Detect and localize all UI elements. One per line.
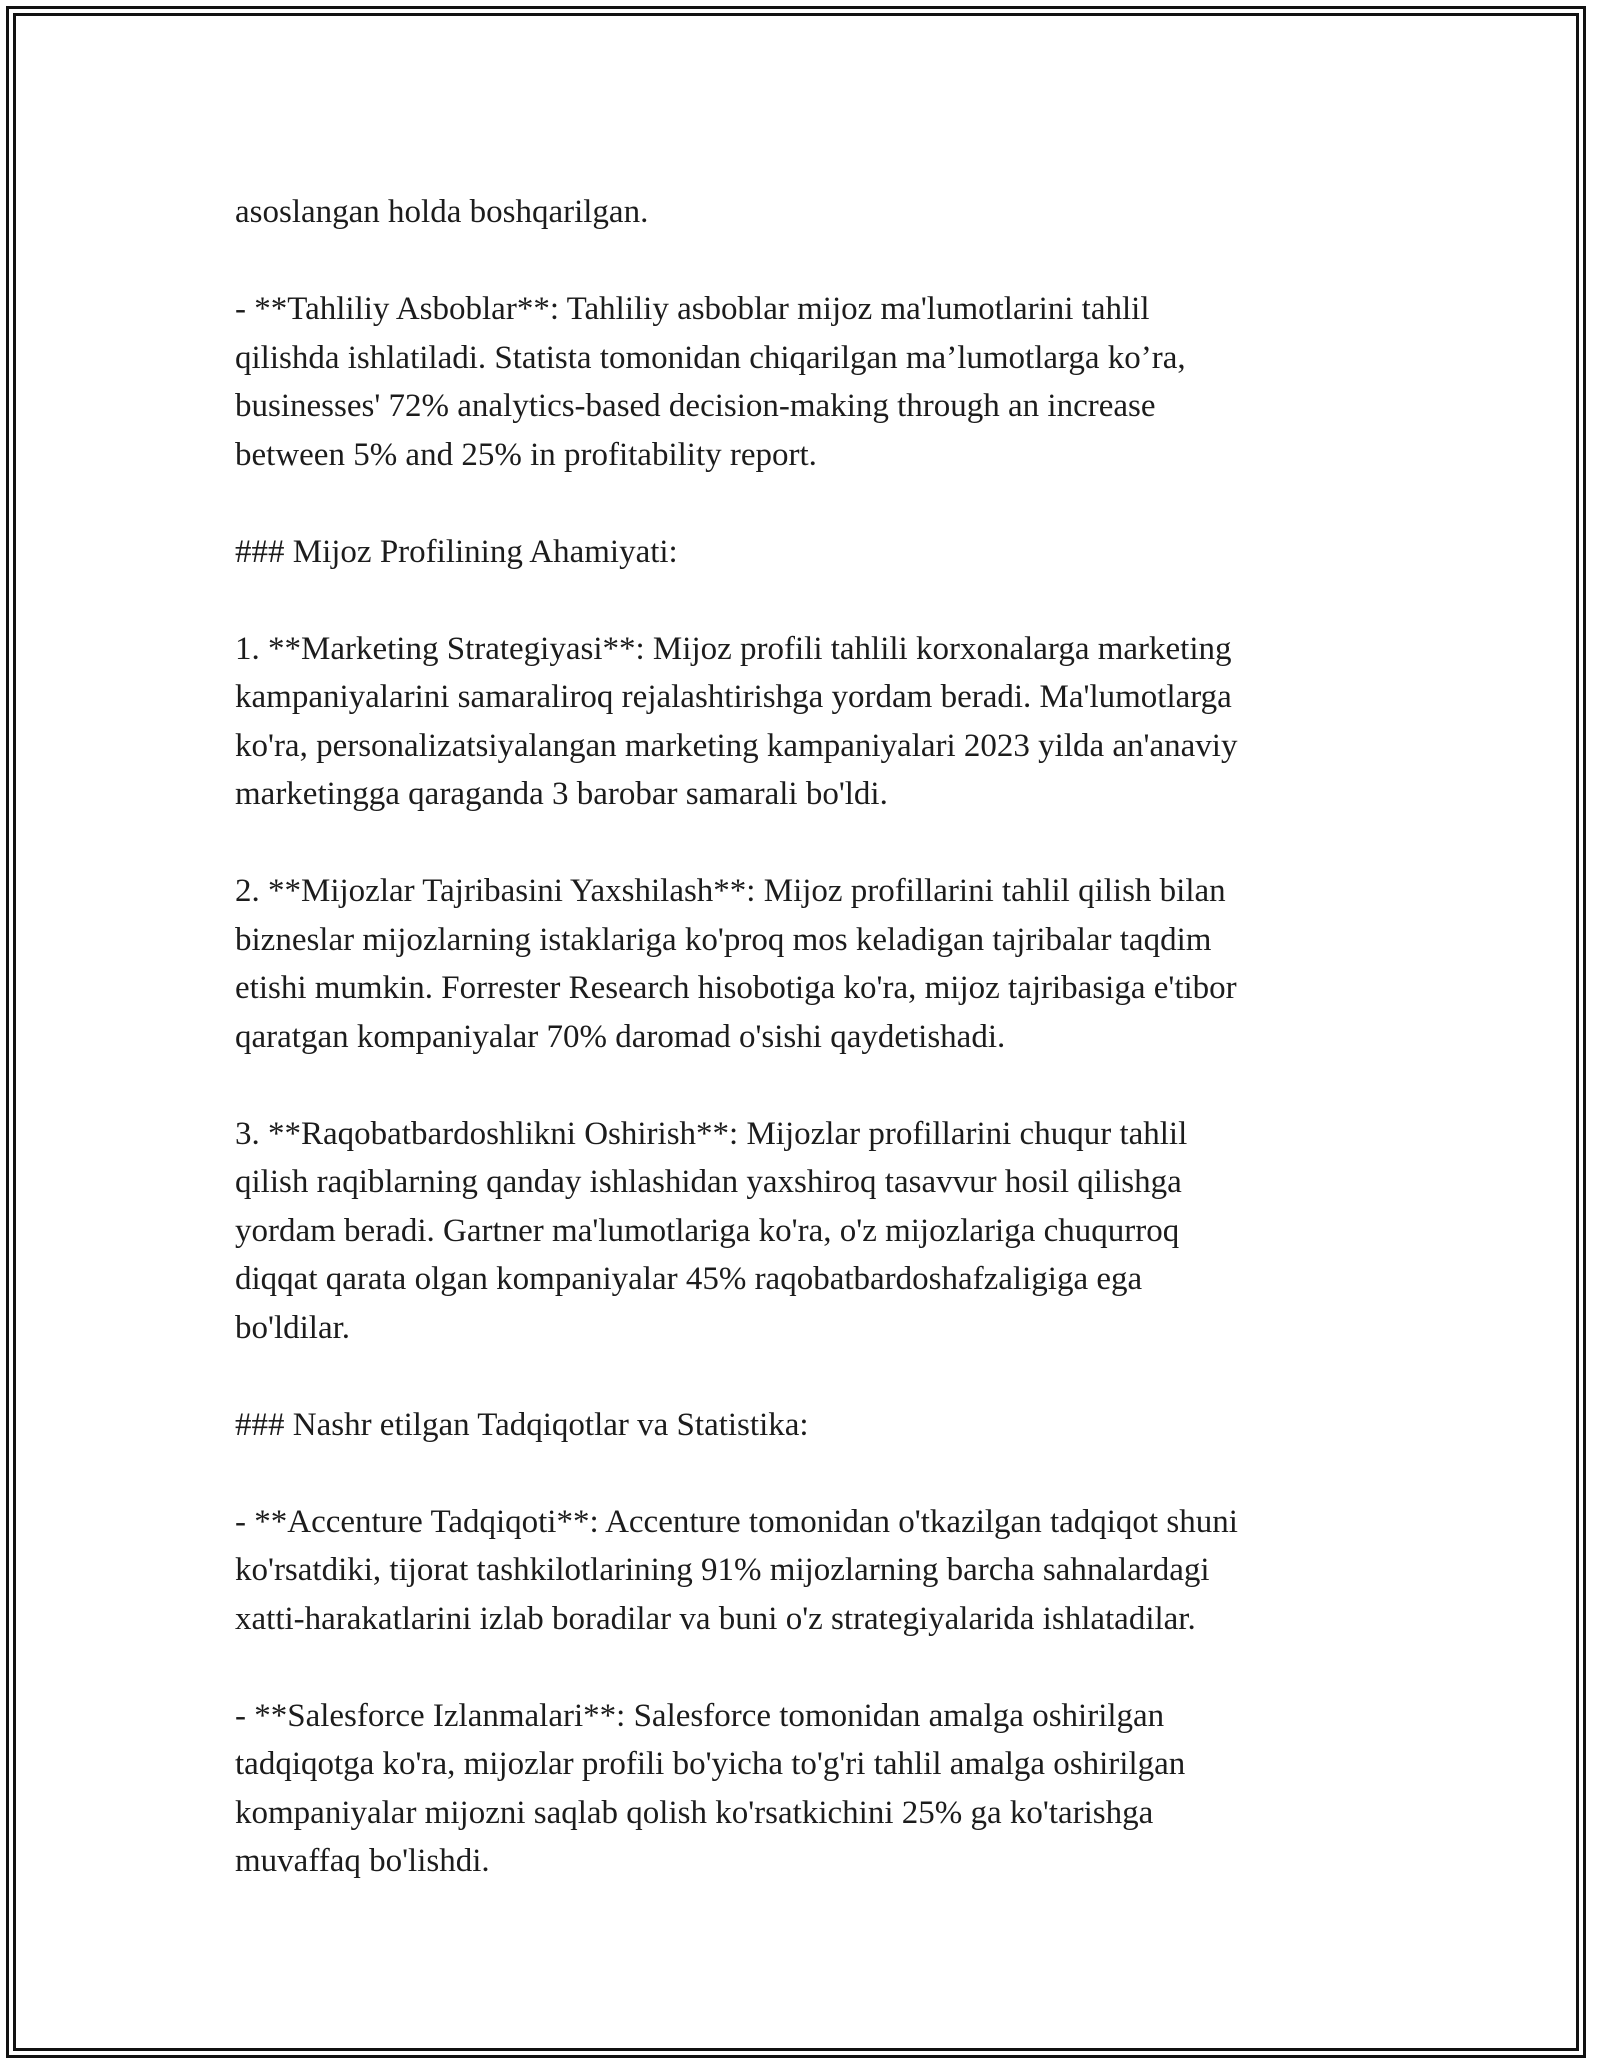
paragraph-accenture — [235, 1498, 1385, 1644]
text-line: tadqiqotga ko'ra, mijozlar profili bo'yicha to'g'ri tahlil amalga oshirilgan — [235, 1746, 1186, 1782]
heading-nashr-etilgan-tadqiqotlar — [235, 1401, 1385, 1450]
heading-mijoz-profilining-ahamiyati — [235, 528, 1385, 577]
text-line: diqqat qarata olgan kompaniyalar 45% raqobatbardoshafzaligiga ega — [235, 1261, 1143, 1297]
paragraph-marketing-strategiyasi — [235, 625, 1385, 819]
text-line: asoslangan holda boshqarilgan. — [235, 194, 649, 230]
text-line: 3. **Raqobatbardoshlikni Oshirish**: Mijozlar profillarini chuqur tahlil — [235, 1115, 1188, 1152]
text-line: businesses' 72% analytics-based decision-making through an increase — [235, 388, 1156, 424]
text-line: - **Tahliliy Asboblar**: Tahliliy asboblar mijoz ma'lumotlarini tahlil — [235, 291, 1150, 327]
text-line: qilishda ishlatiladi. Statista tomonidan chiqarilgan ma’lumotlarga ko’ra, — [235, 339, 1186, 376]
text-line: kampaniyalarini samaraliroq rejalashtirishga yordam beradi. Ma'lumotlarga — [235, 679, 1232, 715]
text-line: qaratgan kompaniyalar 70% daromad o'sishi qaydetishadi. — [235, 1018, 1006, 1055]
paragraph-intro-tail — [235, 188, 1385, 237]
text-line: bizneslar mijozlarning istaklariga ko'proq mos keladigan tajribalar taqdim — [235, 921, 1212, 958]
heading-line: ### Mijoz Profilining Ahamiyati: — [235, 533, 678, 570]
paragraph-tahliliy-asboblar — [235, 285, 1385, 479]
text-line: 1. **Marketing Strategiyasi**: Mijoz profili tahlili korxonalarga marketing — [235, 630, 1232, 667]
text-line: bo'ldilar. — [235, 1309, 351, 1346]
document-body — [235, 188, 1385, 1886]
text-line: - **Salesforce Izlanmalari**: Salesforce tomonidan amalga oshirilgan — [235, 1697, 1165, 1734]
text-line: marketingga qaraganda 3 barobar samarali bo'ldi. — [235, 776, 888, 812]
text-line: between 5% and 25% in profitability report. — [235, 436, 817, 473]
text-line: - **Accenture Tadqiqoti**: Accenture tomonidan o'tkazilgan tadqiqot shuni — [235, 1503, 1238, 1540]
text-line: yordam beradi. Gartner ma'lumotlariga ko'ra, o'z mijozlariga chuqurroq — [235, 1212, 1180, 1249]
text-line: ko'ra, personalizatsiyalangan marketing kampaniyalari 2023 yilda an'anaviy — [235, 727, 1238, 764]
text-line: ko'rsatdiki, tijorat tashkilotlarining 91% mijozlarning barcha sahnalardagi — [235, 1552, 1210, 1588]
text-line: etishi mumkin. Forrester Research hisobotiga ko'ra, mijoz tajribasiga e'tibor — [235, 970, 1237, 1006]
text-line: kompaniyalar mijozni saqlab qolish ko'rsatkichini 25% ga ko'tarishga — [235, 1794, 1154, 1831]
text-line: 2. **Mijozlar Tajribasini Yaxshilash**: Mijoz profillarini tahlil qilish bilan — [235, 873, 1226, 909]
paragraph-raqobatbardoshlik — [235, 1110, 1385, 1353]
paragraph-salesforce — [235, 1692, 1385, 1886]
paragraph-mijozlar-tajribasi — [235, 867, 1385, 1061]
text-line: qilish raqiblarning qanday ishlashidan yaxshiroq tasavvur hosil qilishga — [235, 1164, 1182, 1200]
text-line: muvaffaq bo'lishdi. — [235, 1843, 490, 1879]
heading-line: ### Nashr etilgan Tadqiqotlar va Statistika: — [235, 1406, 809, 1443]
text-line: xatti-harakatlarini izlab boradilar va buni o'z strategiyalarida ishlatadilar. — [235, 1600, 1196, 1637]
